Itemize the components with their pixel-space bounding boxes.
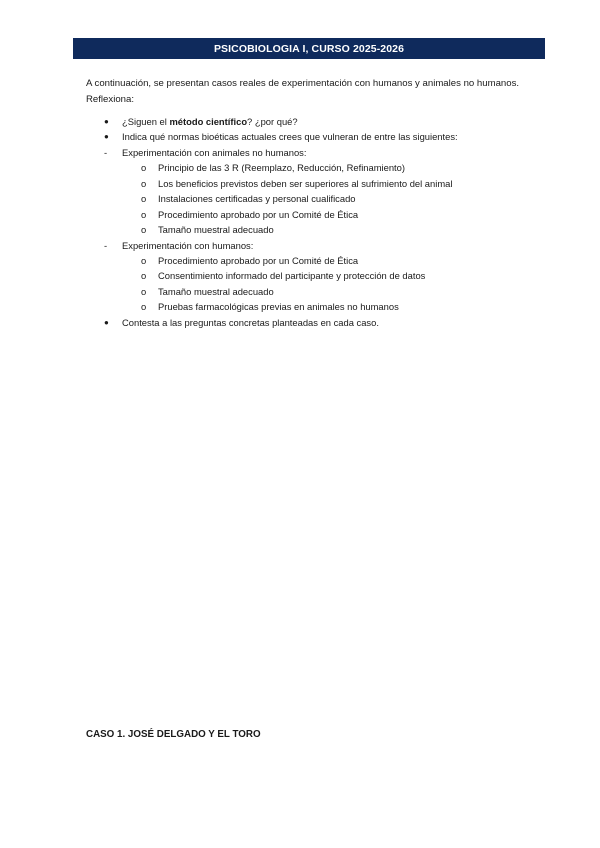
sub-list-item-text: Tamaño muestral adecuado [158,285,274,297]
sub-list-item-text: Instalaciones certificadas y personal cualificado [158,193,356,205]
sub-list-item-text: Procedimiento aprobado por un Comité de Ética [158,254,359,266]
sub-marker: o [141,254,147,266]
list-item-q1 [0,114,600,129]
sub-list-item [0,222,600,237]
sub-list-item-text: Tamaño muestral adecuado [158,224,274,236]
bullet-marker: ● [104,117,109,126]
header-bar [73,38,545,59]
dash-marker: - [104,239,108,251]
dash-marker: - [104,146,108,158]
page-title: PSICOBIOLOGIA I, CURSO 2025-2026 [213,42,405,55]
list-item-animals-heading [0,145,600,160]
sub-list-item [0,160,600,175]
list-item-q2 [0,129,600,144]
sub-list-item [0,207,600,222]
sub-list-item-text: Procedimiento aprobado por un Comité de Ética [158,208,359,220]
sub-marker: o [141,177,147,189]
sub-list-item-text: Principio de las 3 R (Reemplazo, Reducción, Refinamiento) [158,162,405,174]
q1-prefix: ¿Siguen el [122,116,170,127]
sub-list-item [0,253,600,268]
list-item-text: Indica qué normas bioéticas actuales crees que vulneran de entre las siguientes: [122,131,458,143]
sub-marker: o [141,162,147,174]
sub-list-item-text: Los beneficios previstos deben ser superiores al sufrimiento del animal [158,177,453,189]
sub-marker: o [141,224,147,236]
q1-suffix: ? ¿por qué? [247,116,298,127]
sub-list-item [0,176,600,191]
bullet-marker: ● [104,132,109,142]
sub-list-item-text: Pruebas farmacológicas previas en animales no humanos [158,301,399,313]
list-item-text [122,114,298,129]
reflection-list [0,114,600,330]
bullet-marker: ● [104,317,109,327]
sub-list-item [0,191,600,206]
list-item-text: Contesta a las preguntas concretas planteadas en cada caso. [122,316,379,328]
sub-marker: o [141,285,147,297]
sub-list-item [0,284,600,299]
sub-marker: o [141,193,147,205]
list-item-humans-heading [0,238,600,253]
sub-list-item [0,299,600,314]
sub-marker: o [141,208,147,220]
sub-list-item-text: Consentimiento informado del participante y protección de datos [158,270,426,282]
sub-marker: o [141,301,147,313]
list-item-text: Experimentación con animales no humanos: [122,146,307,158]
q1-bold-term: método científico [169,116,248,127]
sub-marker: o [141,270,147,282]
sub-list-item [0,268,600,283]
case-1-heading: CASO 1. JOSÉ DELGADO Y EL TORO [86,729,261,740]
list-item-text: Experimentación con humanos: [122,239,254,251]
list-item-q3 [0,315,600,330]
intro-paragraph: A continuación, se presentan casos reales de experimentación con humanos y animales no humanos. Reflexiona: [86,78,520,105]
